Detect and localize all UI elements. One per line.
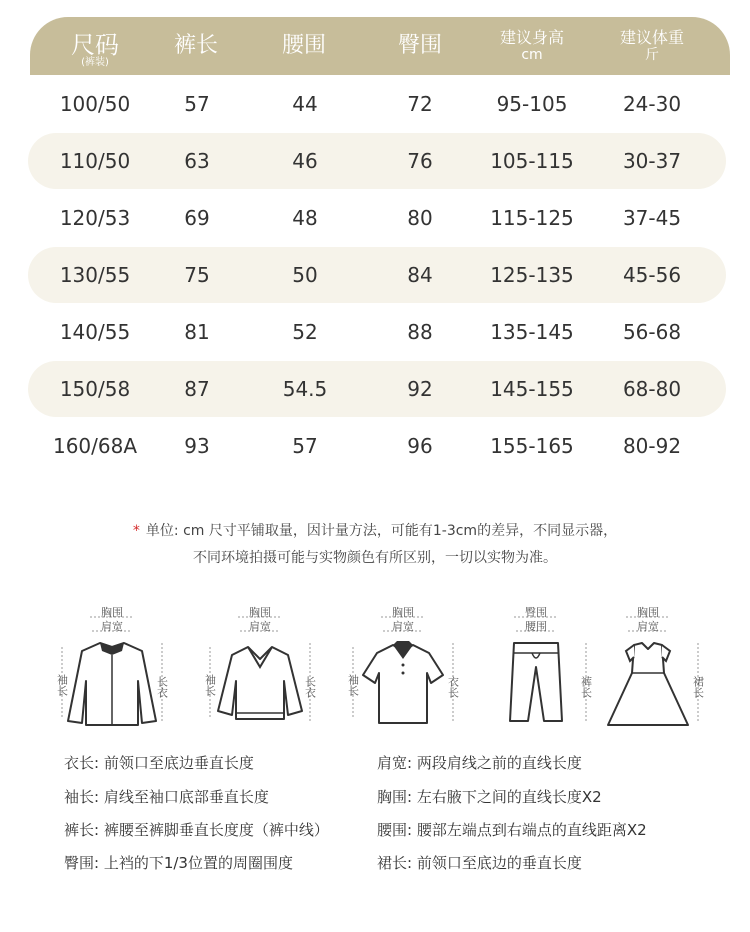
table-cell: 140/55	[59, 320, 131, 344]
table-cell: 145-155	[490, 377, 574, 401]
table-cell: 37-45	[622, 206, 682, 230]
table-row	[28, 247, 726, 303]
garment-figure	[200, 603, 320, 733]
figure-right-label: 裙长	[691, 676, 705, 698]
pants-icon	[476, 603, 596, 733]
table-cell: 135-145	[490, 320, 574, 344]
definition-right-3: 腰围: 腰部左端点到右端点的直线距离X2	[377, 821, 647, 839]
table-cell: 88	[407, 320, 433, 344]
table-cell: 100/50	[59, 92, 131, 116]
table-cell: 105-115	[490, 149, 574, 173]
figure-top2-label: 肩宽	[637, 620, 659, 633]
table-cell: 110/50	[59, 149, 131, 173]
header-pants-length: 裤长	[173, 33, 219, 58]
table-cell: 69	[184, 206, 210, 230]
jacket-icon	[52, 603, 172, 733]
table-cell: 45-56	[622, 263, 682, 287]
table-cell: 72	[407, 92, 433, 116]
figure-top2-label: 肩宽	[392, 620, 414, 633]
header-hip: 臀围	[397, 33, 443, 58]
size-table-header	[30, 17, 730, 75]
table-cell: 75	[184, 263, 210, 287]
table-cell: 80	[407, 206, 433, 230]
table-cell: 56-68	[622, 320, 682, 344]
figure-left-label: 袖长	[346, 674, 360, 696]
measurement-note-line2: 不同环境拍摄可能与实物颜色有所区别，一切以实物为准。	[193, 550, 557, 566]
table-cell: 48	[292, 206, 318, 230]
garment-figure	[588, 603, 708, 733]
definition-right-4: 裙长: 前领口至底边的垂直长度	[377, 854, 582, 872]
table-cell: 93	[184, 434, 210, 458]
figure-top1-label: 臀围	[525, 606, 547, 619]
figure-right-label: 裤长	[579, 676, 593, 698]
table-cell: 155-165	[490, 434, 574, 458]
polo-shirt-icon	[343, 603, 463, 733]
figure-top1-label: 胸围	[249, 606, 271, 619]
table-cell: 54.5	[282, 377, 328, 401]
measurement-note-line1: * 单位: cm 尺寸平铺取量，因计量方法，可能有1-3cm的差异，不同显示器，	[132, 523, 618, 539]
table-row	[28, 418, 726, 474]
table-cell: 125-135	[490, 263, 574, 287]
table-cell: 57	[184, 92, 210, 116]
table-cell: 115-125	[490, 206, 574, 230]
figure-top2-label: 腰围	[525, 620, 547, 633]
figure-top2-label: 肩宽	[101, 620, 123, 633]
figure-left-label: 袖长	[203, 674, 217, 696]
table-row	[28, 133, 726, 189]
note-star: *	[132, 523, 140, 539]
header-waist: 腰围	[281, 33, 327, 58]
definition-left-4: 臀围: 上裆的下1/3位置的周圈围度	[64, 854, 293, 872]
figure-left-label: 袖长	[55, 674, 69, 696]
table-cell: 52	[292, 320, 318, 344]
definition-right-2: 胸围: 左右腋下之间的直线长度X2	[377, 788, 602, 806]
dress-icon	[588, 603, 708, 733]
table-cell: 30-37	[622, 149, 682, 173]
definition-left-1: 衣长: 前领口至底边垂直长度	[64, 754, 254, 772]
table-row	[28, 304, 726, 360]
header-height: 建议身高 cm	[499, 28, 565, 63]
sweater-icon	[200, 603, 320, 733]
figure-top1-label: 胸围	[392, 606, 414, 619]
table-cell: 150/58	[59, 377, 131, 401]
table-cell: 50	[292, 263, 318, 287]
table-cell: 160/68A	[52, 434, 138, 458]
table-cell: 95-105	[496, 92, 568, 116]
figure-right-label: 长衣	[303, 676, 317, 698]
figure-top1-label: 胸围	[101, 606, 123, 619]
table-cell: 63	[184, 149, 210, 173]
figure-right-label: 衣长	[446, 676, 460, 698]
table-cell: 96	[407, 434, 433, 458]
definition-right-1: 肩宽: 两段肩线之前的直线长度	[377, 754, 582, 772]
table-cell: 24-30	[622, 92, 682, 116]
header-size: 尺码 (裤装)	[71, 31, 119, 68]
table-cell: 84	[407, 263, 433, 287]
table-cell: 68-80	[622, 377, 682, 401]
garment-figure	[343, 603, 463, 733]
figure-right-label: 长衣	[155, 676, 169, 698]
table-cell: 80-92	[622, 434, 682, 458]
table-row	[28, 361, 726, 417]
table-cell: 120/53	[59, 206, 131, 230]
definition-left-3: 裤长: 裤腰至裤脚垂直长度度（裤中线）	[64, 821, 329, 839]
table-row	[28, 190, 726, 246]
table-cell: 87	[184, 377, 210, 401]
table-cell: 92	[407, 377, 433, 401]
header-weight: 建议体重 斤	[619, 28, 685, 63]
table-cell: 81	[184, 320, 210, 344]
table-cell: 57	[292, 434, 318, 458]
table-cell: 76	[407, 149, 433, 173]
table-cell: 44	[292, 92, 318, 116]
table-cell: 130/55	[59, 263, 131, 287]
figure-top2-label: 肩宽	[249, 620, 271, 633]
garment-figure	[52, 603, 172, 733]
table-cell: 46	[292, 149, 318, 173]
figure-top1-label: 胸围	[637, 606, 659, 619]
definition-left-2: 袖长: 肩线至袖口底部垂直长度	[64, 788, 269, 806]
garment-figure	[476, 603, 596, 733]
table-row	[28, 76, 726, 132]
